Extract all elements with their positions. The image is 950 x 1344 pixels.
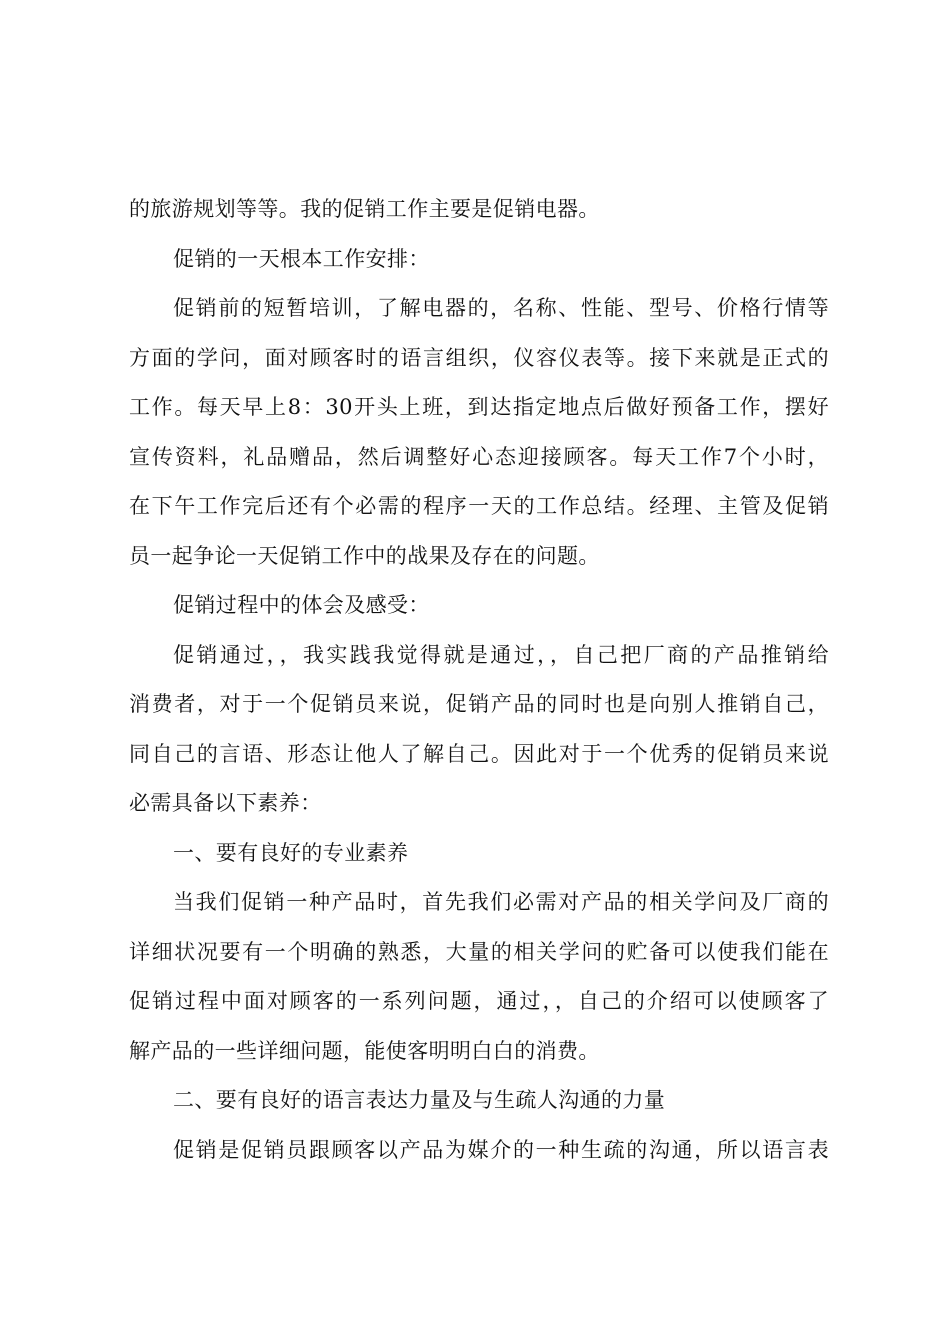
text-line: 促销是促销员跟顾客以产品为媒介的一种生疏的沟通，所以语言表: [173, 1137, 829, 1162]
text-line: 一、要有良好的专业素养: [173, 840, 409, 865]
text-line: 方面的学问，面对顾客时的语言组织，仪容仪表等。接下来就是正式的: [129, 345, 829, 370]
text-line: 工作。每天早上8：30开头上班，到达指定地点后做好预备工作，摆好: [129, 395, 829, 419]
text-line: 同自己的言语、形态让他人了解自己。因此对于一个优秀的促销员来说: [129, 741, 829, 766]
text-line: 促销前的短暂培训，了解电器的，名称、性能、型号、价格行情等: [173, 296, 829, 320]
text-line: 解产品的一些详细问题，能使客明明白白的消费。: [129, 1038, 600, 1063]
text-line: 当我们促销一种产品时，首先我们必需对产品的相关学问及厂商的: [173, 890, 829, 914]
text-line: 在下午工作完后还有个必需的程序一天的工作总结。经理、主管及促销: [129, 494, 829, 518]
document-body: [129, 185, 829, 1175]
text-line: 的旅游规划等等。我的促销工作主要是促销电器。: [129, 197, 600, 221]
text-line: 员一起争论一天促销工作中的战果及存在的问题。: [129, 543, 600, 568]
text-line: 促销的一天根本工作安排：: [173, 246, 430, 271]
text-line: 必需具备以下素养：: [129, 791, 322, 815]
text-line: 详细状况要有一个明确的熟悉，大量的相关学问的贮备可以使我们能在: [129, 939, 829, 964]
text-line: 宣传资料，礼品赠品，然后调整好心态迎接顾客。每天工作7个小时，: [129, 444, 829, 469]
text-line: 促销过程中的体会及感受：: [173, 593, 430, 617]
text-line: 促销通过，，我实践我觉得就是通过，，自己把厂商的产品推销给: [173, 642, 829, 667]
text-line: 二、要有良好的语言表达力量及与生疏人沟通的力量: [173, 1088, 666, 1112]
text-line: 消费者，对于一个促销员来说，促销产品的同时也是向别人推销自己，: [129, 692, 829, 716]
text-line: 促销过程中面对顾客的一系列问题，通过，，自己的介绍可以使顾客了: [129, 989, 829, 1013]
